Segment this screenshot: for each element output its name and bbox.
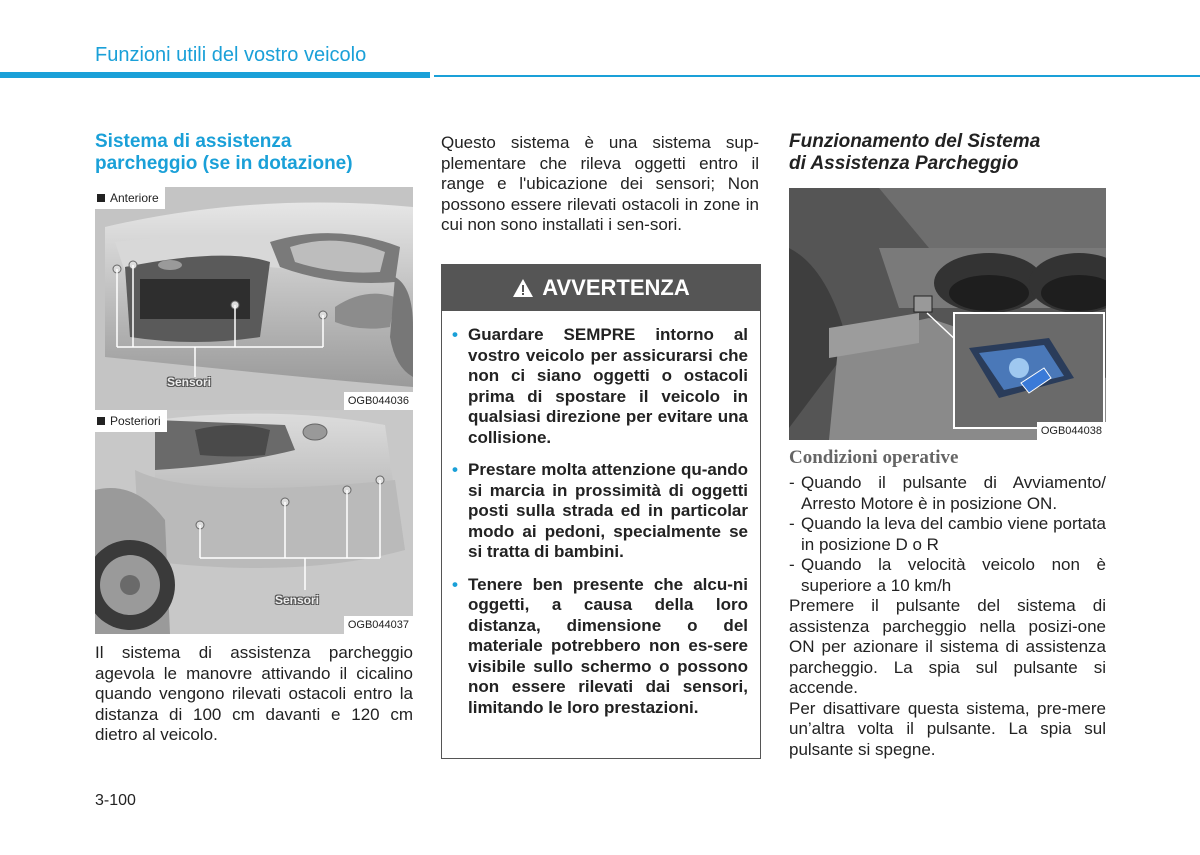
figure-code-rear: OGB044037	[344, 616, 413, 634]
rear-sensors-figure	[95, 410, 413, 634]
square-bullet-icon	[97, 194, 105, 202]
front-sensors-figure	[95, 187, 413, 410]
warning-triangle-icon	[512, 278, 534, 298]
warning-item: • Tenere ben presente che alcu-ni oggetti, a causa della loro distanza, dimensione o del materiale potrebbero non es-sere visibile sullo schermo o possono non essere rilevati dai sensori, limitando le loro prestazioni.	[452, 574, 748, 717]
dash-bullet: -	[789, 555, 795, 574]
dash-bullet: -	[789, 473, 795, 492]
bullet-icon: •	[452, 574, 458, 594]
conditions-list	[789, 473, 1106, 760]
figure-code-button: OGB044038	[1037, 422, 1106, 440]
running-header: Funzioni utili del vostro veicolo	[95, 44, 367, 66]
condition-item: - Quando la leva del cambio viene portata in posizione D o R	[789, 514, 1106, 554]
section-title: Sistema di assistenza parcheggio (se in dotazione)	[95, 131, 353, 174]
conditions-heading: Condizioni operative	[789, 447, 959, 468]
description-paragraph: Questo sistema è una sistema sup-plementare che rileva oggetti entro il range e l'ubicazione dei sensori; Non possono essere rilevati ostacoli in zone in cui non sono installati i sen-sori.	[441, 133, 759, 234]
warning-title: AVVERTENZA	[542, 275, 690, 300]
figure-label-rear: Posteriori	[95, 410, 167, 432]
warning-header	[442, 265, 760, 311]
rear-car-illustration	[95, 410, 413, 634]
header-rule-thin	[434, 75, 1200, 77]
button-location-figure	[789, 188, 1106, 440]
page-number: 3-100	[95, 792, 136, 809]
warning-box	[441, 264, 761, 759]
rear-sensors-label: Sensori	[275, 593, 320, 607]
console-button-illustration	[789, 188, 1106, 440]
figure-code-front: OGB044036	[344, 392, 413, 410]
bullet-icon: •	[452, 325, 458, 344]
warning-item: • Guardare SEMPRE intorno al vostro veicolo per assicurarsi che non ci siano oggetti o ostacoli prima di spostare il veicolo in qualsiasi direzione per evitare una collisione.	[452, 325, 748, 447]
intro-paragraph: Il sistema di assistenza parcheggio agevola le manovre attivando il cicalino quando vengono rilevati ostacoli entro la distanza di 100 cm davanti e 120 cm dietro al veicolo.	[95, 643, 413, 744]
activation-paragraph: Premere il pulsante del sistema di assistenza parcheggio nella posizi-one ON per azionare il sistema di assistenza parcheggio. La spia sul pulsante si accende.	[789, 596, 1106, 697]
operation-section-title: Funzionamento del Sistema di Assistenza Parcheggio	[789, 131, 1041, 174]
warning-item: • Prestare molta attenzione qu-ando si marcia in prossimità di oggetti posti sulla strada ed in particolar modo ai pedoni, specialmente se si tratta di bambini.	[452, 460, 748, 561]
front-sensors-label: Sensori	[167, 375, 212, 389]
bullet-icon: •	[452, 460, 458, 479]
warning-list	[442, 311, 760, 718]
dash-bullet: -	[789, 514, 795, 533]
square-bullet-icon	[97, 417, 105, 425]
condition-item: - Quando la velocità veicolo non è superiore a 10 km/h	[789, 555, 1106, 595]
deactivation-paragraph: Per disattivare questa sistema, pre-mere un’altra volta il pulsante. La spia sul pulsante si spegne.	[789, 698, 1106, 759]
header-rule-thick	[0, 72, 430, 78]
front-car-illustration	[95, 187, 413, 410]
figure-label-front: Anteriore	[95, 187, 165, 209]
condition-item: - Quando il pulsante di Avviamento/ Arresto Motore è in posizione ON.	[789, 473, 1106, 513]
